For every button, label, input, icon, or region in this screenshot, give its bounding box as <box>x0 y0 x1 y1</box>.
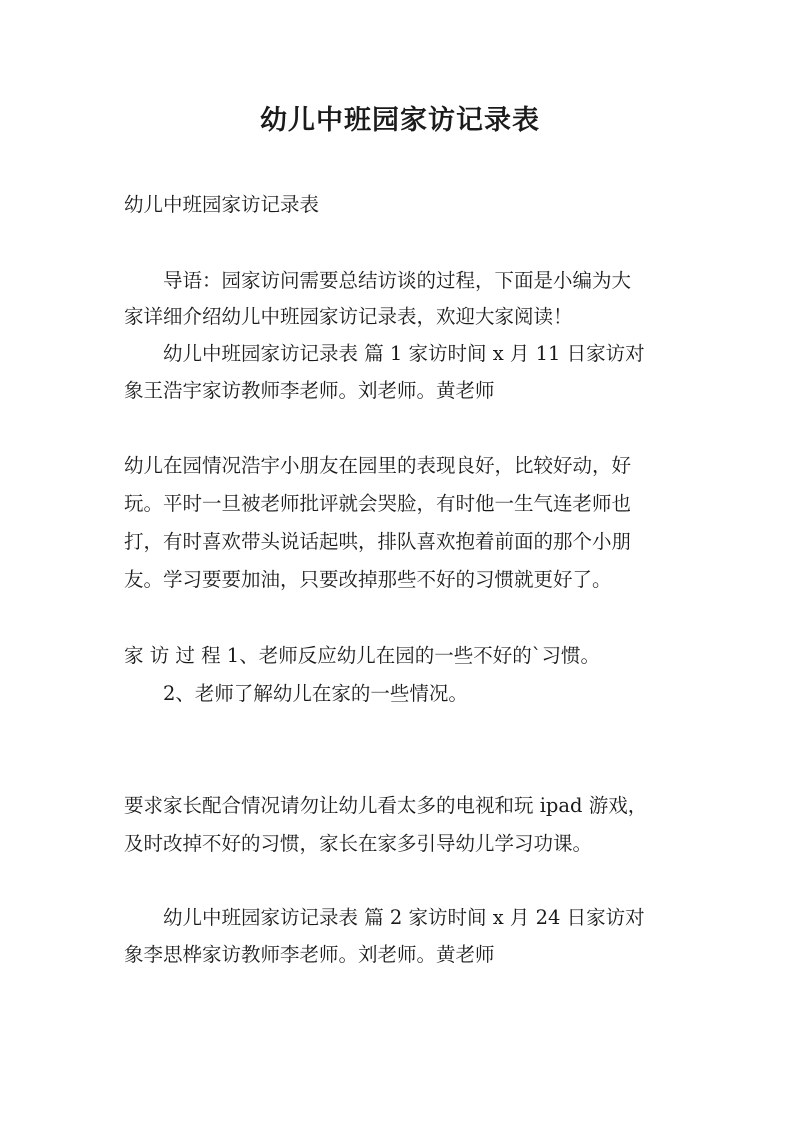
record-2-heading-line-2: 象李思桦家访教师李老师。刘老师。黄老师 <box>124 943 495 966</box>
intro-line-2: 家详细介绍幼儿中班园家访记录表，欢迎大家阅读！ <box>124 305 573 328</box>
document-subtitle: 幼儿中班园家访记录表 <box>124 193 320 216</box>
page-title: 幼儿中班园家访记录表 <box>260 105 540 136</box>
child-status-line-4: 友。学习要要加油，只要改掉那些不好的习惯就更好了。 <box>124 568 612 591</box>
parent-request-line-1: 要求家长配合情况请勿让幼儿看太多的电视和玩 ipad 游戏， <box>124 794 648 817</box>
parent-request-line-2: 及时改掉不好的习惯，家长在家多引导幼儿学习功课。 <box>124 832 593 855</box>
intro-line-1: 导语：园家访问需要总结访谈的过程，下面是小编为大 <box>163 269 632 292</box>
child-status-line-3: 打，有时喜欢带头说话起哄，排队喜欢抱着前面的那个小朋 <box>124 530 632 553</box>
record-1-heading-line-2: 象王浩宇家访教师李老师。刘老师。黄老师 <box>124 379 495 402</box>
visit-process-line-2: 2、老师了解幼儿在家的一些情况。 <box>163 682 468 705</box>
record-2-heading-line-1: 幼儿中班园家访记录表 篇 2 家访时间 x 月 24 日家访对 <box>163 906 645 929</box>
child-status-line-2: 玩。平时一旦被老师批评就会哭脸，有时他一生气连老师也 <box>124 492 632 515</box>
child-status-line-1: 幼儿在园情况浩宇小朋友在园里的表现良好，比较好动，好 <box>124 454 632 477</box>
record-1-heading-line-1: 幼儿中班园家访记录表 篇 1 家访时间 x 月 11 日家访对 <box>163 342 645 365</box>
visit-process-line-1: 家 访 过 程 1、老师反应幼儿在园的一些不好的`习惯。 <box>124 644 600 667</box>
